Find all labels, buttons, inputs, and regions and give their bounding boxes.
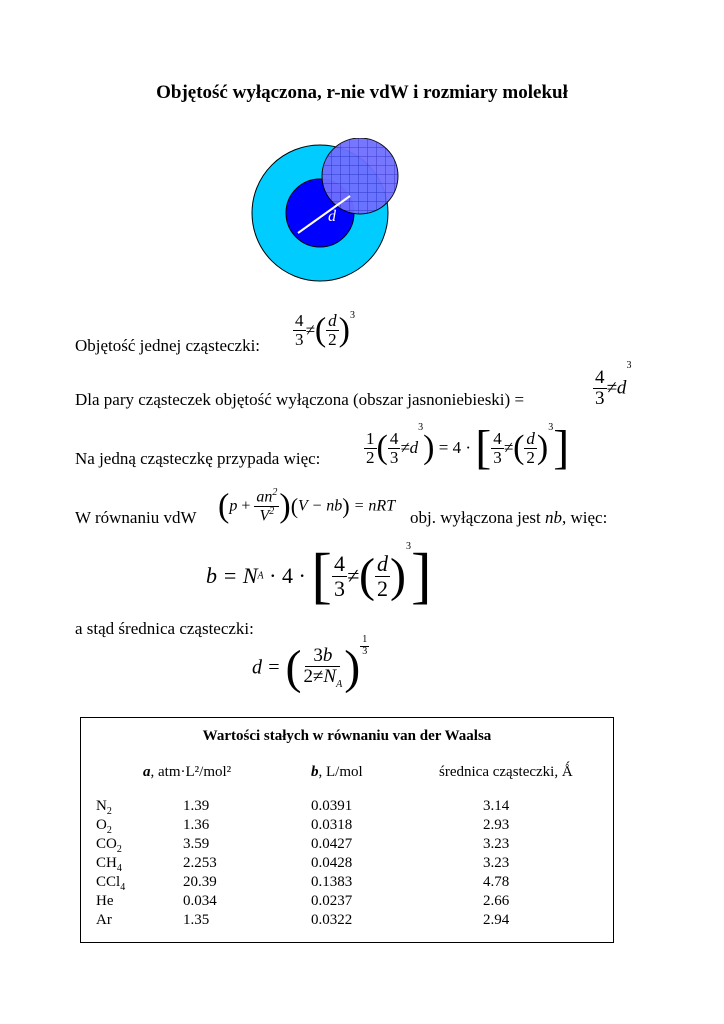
table-cell-diameter: 3.23 xyxy=(483,836,510,852)
table-cell-b: 0.0318 xyxy=(311,817,353,833)
diameter-label: d xyxy=(328,208,336,225)
table-cell-b: 0.0427 xyxy=(311,836,353,852)
table-cell-a: 0.034 xyxy=(183,893,217,909)
table-cell-species: Ar xyxy=(96,912,112,928)
formula-per-molecule: $\frac{1}{2}$ ( $\frac{4}{3}$ $\ne d^3) = 4$ · [ $\frac{4}{3}$ ≠( $\frac{d}{2}$ )$^3$] xyxy=(366,421,570,474)
excluded-volume-figure xyxy=(250,138,420,296)
table-cell-a: 3.59 xyxy=(183,836,210,852)
table-cell-species: CCl$_4$ xyxy=(96,874,126,893)
header-b: b, L/mol xyxy=(311,764,363,780)
table-cell-diameter: 2.94 xyxy=(483,912,510,928)
table-cell-b: 0.0237 xyxy=(311,893,353,909)
line-5-text: a stąd średnica cząsteczki: xyxy=(75,619,254,638)
line-3-text: Na jedną cząsteczkę przypada więc: xyxy=(75,449,321,468)
header-a: a, atm·L²/mol² xyxy=(143,764,232,780)
formula-diameter: d = ( $\frac{3b}{2\ne N_A}$ ) $\frac{1}{3}$ xyxy=(252,634,368,694)
table-cell-diameter: 2.93 xyxy=(483,817,510,833)
formula-excluded-pair: $\frac{4}{3}$ $\ne d^3$ xyxy=(595,360,632,409)
table-cell-species: He xyxy=(96,893,114,909)
table-title: Wartości stałych w równaniu van der Waalsa xyxy=(202,728,492,744)
line-4-text-b: obj. wyłączona jest nb, więc: xyxy=(410,508,608,527)
table-cell-b: 0.0322 xyxy=(311,912,353,928)
table-cell-b: 0.0391 xyxy=(311,798,353,814)
table-cell-diameter: 3.14 xyxy=(483,798,510,814)
page-title: Objętość wyłączona, r-nie vdW i rozmiary molekuł xyxy=(156,82,568,103)
table-cell-a: 20.39 xyxy=(183,874,217,890)
table-cell-species: $CO_2$ xyxy=(96,836,122,855)
line-2-text: Dla pary cząsteczek objętość wyłączona (obszar jasnoniebieski) = xyxy=(75,390,525,409)
table-cell-species: $CH_4$ xyxy=(96,855,122,874)
table-cell-a: 1.35 xyxy=(183,912,210,928)
table-cell-a: 1.39 xyxy=(183,798,210,814)
formula-volume-one: $\frac{4}{3}$ ≠( $\frac{d}{2}$ )$^3$ xyxy=(295,310,355,349)
table-cell-diameter: 4.78 xyxy=(483,874,510,890)
table-cell-species: $N_2$ xyxy=(96,798,112,817)
table-cell-b: 0.1383 xyxy=(311,874,353,890)
table-cell-species: $O_2$ xyxy=(96,817,112,836)
second-molecule-circle xyxy=(322,138,398,214)
table-cell-diameter: 2.66 xyxy=(483,893,510,909)
vdw-constants-table xyxy=(80,717,614,943)
formula-vdw-equation: (p + $\frac{an^2}{V^2}$ )(V − nb) = nRT xyxy=(218,487,396,525)
header-diameter: średnica cząsteczki, Ǻ xyxy=(439,764,573,780)
table-cell-a: 1.36 xyxy=(183,817,210,833)
line-1-text: Objętość jednej cząsteczki: xyxy=(75,336,261,355)
table-cell-a: 2.253 xyxy=(183,855,217,871)
table-cell-diameter: 3.23 xyxy=(483,855,510,871)
formula-b: b = NA · 4 · [ $\frac{4}{3}$ ≠( $\frac{d}{2}$ )$^3$] xyxy=(206,541,432,610)
line-4-text: W równaniu vdW xyxy=(75,508,197,527)
table-cell-b: 0.0428 xyxy=(311,855,353,871)
